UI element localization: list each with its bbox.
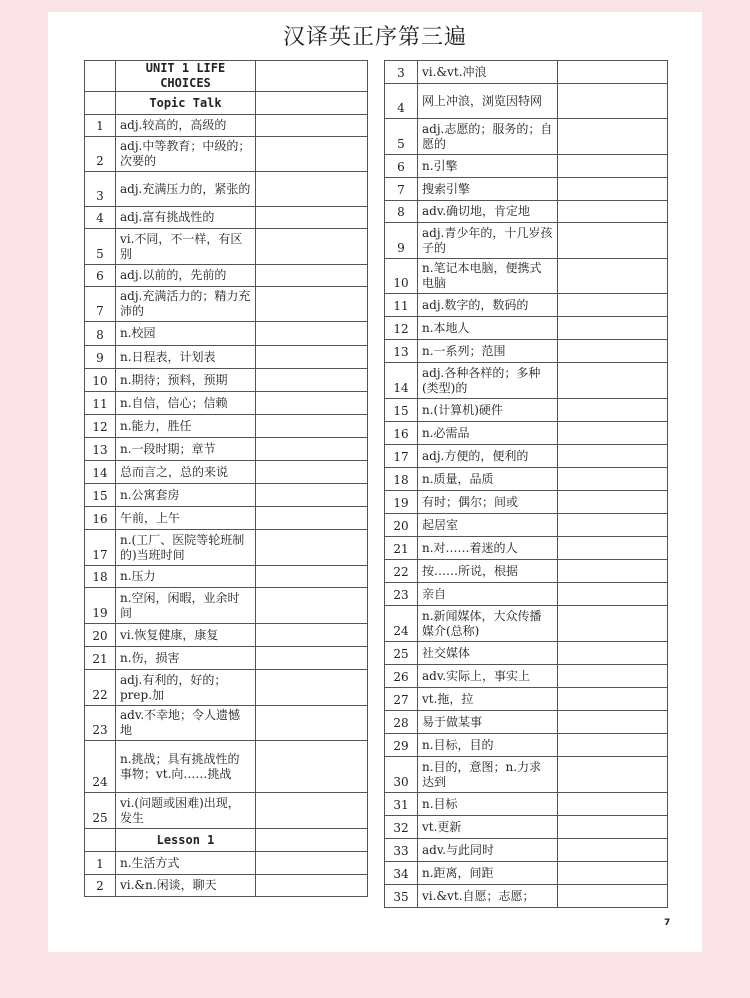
chinese-meaning: n.公寓套房: [116, 484, 256, 507]
chinese-meaning: vt.更新: [418, 816, 558, 839]
row-number: 17: [85, 530, 116, 566]
section-header-row: [85, 92, 368, 115]
row-number: 18: [385, 468, 418, 491]
section-header: UNIT 1 LIFE CHOICES: [116, 61, 256, 92]
row-number: 4: [385, 84, 418, 119]
answer-cell: [558, 468, 668, 491]
table-row: [385, 734, 668, 757]
row-number: 34: [385, 862, 418, 885]
table-row: [85, 438, 368, 461]
row-number: 20: [385, 514, 418, 537]
table-row: [385, 201, 668, 223]
chinese-meaning: 午前，上午: [116, 507, 256, 530]
table-row: [385, 665, 668, 688]
chinese-meaning: n.一系列；范围: [418, 340, 558, 363]
table-row: [385, 223, 668, 259]
chinese-meaning: n.伤，损害: [116, 647, 256, 670]
row-number: 21: [385, 537, 418, 560]
chinese-meaning: n.期待；预料，预期: [116, 369, 256, 392]
row-number: 13: [385, 340, 418, 363]
row-number: 25: [385, 642, 418, 665]
chinese-meaning: vi.&vt.自愿；志愿；: [418, 885, 558, 908]
answer-cell: [256, 507, 368, 530]
answer-cell: [256, 265, 368, 287]
row-number: 8: [85, 322, 116, 346]
table-row: [385, 642, 668, 665]
chinese-meaning: 易于做某事: [418, 711, 558, 734]
chinese-meaning: adj.以前的，先前的: [116, 265, 256, 287]
table-row: [385, 839, 668, 862]
row-number: 12: [385, 317, 418, 340]
table-row: [385, 363, 668, 399]
answer-cell: [256, 624, 368, 647]
table-row: [85, 137, 368, 172]
chinese-meaning: adj.较高的，高级的: [116, 115, 256, 137]
table-row: [385, 422, 668, 445]
answer-cell: [558, 422, 668, 445]
chinese-meaning: 网上冲浪，浏览因特网: [418, 84, 558, 119]
chinese-meaning: n.目标，目的: [418, 734, 558, 757]
row-number: 35: [385, 885, 418, 908]
table-row: [85, 706, 368, 741]
row-number: 1: [85, 852, 116, 875]
row-number: 32: [385, 816, 418, 839]
table-row: [385, 793, 668, 816]
table-row: [385, 399, 668, 422]
table-row: [85, 793, 368, 829]
chinese-meaning: adv.与此同时: [418, 839, 558, 862]
page-title: 汉译英正序第三遍: [282, 25, 467, 50]
chinese-meaning: adj.各种各样的；多种(类型)的: [418, 363, 558, 399]
chinese-meaning: n.一段时期；章节: [116, 438, 256, 461]
section-header: Topic Talk: [116, 92, 256, 115]
row-number: 6: [385, 155, 418, 178]
chinese-meaning: vi.&vt.冲浪: [418, 61, 558, 84]
row-number: 15: [385, 399, 418, 422]
answer-cell: [256, 172, 368, 207]
table-row: [85, 115, 368, 137]
chinese-meaning: n.目标: [418, 793, 558, 816]
answer-cell: [256, 741, 368, 793]
answer-cell: [256, 484, 368, 507]
answer-cell: [256, 829, 368, 852]
answer-cell: [558, 665, 668, 688]
answer-cell: [558, 294, 668, 317]
table-row: [385, 688, 668, 711]
answer-cell: [256, 392, 368, 415]
answer-cell: [558, 223, 668, 259]
answer-cell: [256, 588, 368, 624]
row-number: 2: [85, 137, 116, 172]
chinese-meaning: n.目的，意图；n.力求达到: [418, 757, 558, 793]
chinese-meaning: n.自信，信心；信赖: [116, 392, 256, 415]
row-number: 8: [385, 201, 418, 223]
answer-cell: [558, 259, 668, 294]
chinese-meaning: vi.&n.闲谈，聊天: [116, 875, 256, 897]
chinese-meaning: vi.(问题或困难)出现，发生: [116, 793, 256, 829]
chinese-meaning: n.引擎: [418, 155, 558, 178]
chinese-meaning: n.空闲，闲暇，业余时间: [116, 588, 256, 624]
answer-cell: [256, 207, 368, 229]
table-row: [385, 816, 668, 839]
row-number: 31: [385, 793, 418, 816]
answer-cell: [256, 287, 368, 322]
right-vocab-table: [384, 60, 668, 908]
table-row: [85, 207, 368, 229]
answer-cell: [256, 369, 368, 392]
table-row: [385, 537, 668, 560]
answer-cell: [256, 530, 368, 566]
answer-cell: [256, 92, 368, 115]
table-row: [85, 852, 368, 875]
table-row: [85, 875, 368, 897]
table-row: [385, 885, 668, 908]
section-header-row: [85, 61, 368, 92]
answer-cell: [256, 137, 368, 172]
answer-cell: [558, 583, 668, 606]
row-number: 11: [85, 392, 116, 415]
table-row: [85, 287, 368, 322]
chinese-meaning: n.本地人: [418, 317, 558, 340]
answer-cell: [256, 706, 368, 741]
chinese-meaning: vt.拖，拉: [418, 688, 558, 711]
row-number: 23: [385, 583, 418, 606]
table-row: [85, 588, 368, 624]
chinese-meaning: vi.不同，不一样，有区别: [116, 229, 256, 265]
answer-cell: [558, 885, 668, 908]
row-number: 11: [385, 294, 418, 317]
answer-cell: [256, 461, 368, 484]
chinese-meaning: adj.中等教育；中级的；次要的: [116, 137, 256, 172]
row-number: 19: [385, 491, 418, 514]
answer-cell: [256, 115, 368, 137]
answer-cell: [558, 399, 668, 422]
row-number: 1: [85, 115, 116, 137]
table-row: [385, 445, 668, 468]
row-number: 9: [385, 223, 418, 259]
chinese-meaning: n.校园: [116, 322, 256, 346]
table-row: [385, 606, 668, 642]
row-number: 16: [85, 507, 116, 530]
table-row: [385, 119, 668, 155]
answer-cell: [256, 346, 368, 369]
answer-cell: [558, 793, 668, 816]
table-row: [385, 317, 668, 340]
row-number: 23: [85, 706, 116, 741]
chinese-meaning: 亲自: [418, 583, 558, 606]
row-number: 13: [85, 438, 116, 461]
chinese-meaning: n.日程表，计划表: [116, 346, 256, 369]
answer-cell: [558, 61, 668, 84]
table-row: [85, 507, 368, 530]
chinese-meaning: 总而言之，总的来说: [116, 461, 256, 484]
row-number: 22: [385, 560, 418, 583]
row-number: 24: [85, 741, 116, 793]
table-row: [85, 461, 368, 484]
table-row: [385, 560, 668, 583]
chinese-meaning: n.挑战；具有挑战性的事物；vt.向……挑战: [116, 741, 256, 793]
row-number: 3: [385, 61, 418, 84]
answer-cell: [256, 415, 368, 438]
table-row: [385, 862, 668, 885]
table-row: [385, 468, 668, 491]
row-number: 28: [385, 711, 418, 734]
answer-cell: [558, 84, 668, 119]
answer-cell: [256, 229, 368, 265]
answer-cell: [558, 445, 668, 468]
table-row: [385, 757, 668, 793]
table-row: [85, 265, 368, 287]
table-row: [385, 61, 668, 84]
table-row: [85, 172, 368, 207]
table-row: [85, 624, 368, 647]
chinese-meaning: adj.充满活力的；精力充沛的: [116, 287, 256, 322]
answer-cell: [558, 340, 668, 363]
blank-cell: [85, 829, 116, 852]
answer-cell: [558, 537, 668, 560]
chinese-meaning: adv.确切地，肯定地: [418, 201, 558, 223]
answer-cell: [558, 119, 668, 155]
row-number: 7: [385, 178, 418, 201]
answer-cell: [256, 875, 368, 897]
row-number: 15: [85, 484, 116, 507]
row-number: 33: [385, 839, 418, 862]
row-number: 12: [85, 415, 116, 438]
chinese-meaning: n.压力: [116, 566, 256, 588]
chinese-meaning: adj.富有挑战性的: [116, 207, 256, 229]
section-header-row: [85, 829, 368, 852]
answer-cell: [558, 862, 668, 885]
answer-cell: [558, 606, 668, 642]
row-number: 10: [85, 369, 116, 392]
chinese-meaning: n.笔记本电脑，便携式电脑: [418, 259, 558, 294]
table-row: [385, 84, 668, 119]
table-row: [85, 741, 368, 793]
answer-cell: [256, 566, 368, 588]
table-row: [85, 392, 368, 415]
chinese-meaning: adj.充满压力的，紧张的: [116, 172, 256, 207]
row-number: 17: [385, 445, 418, 468]
answer-cell: [558, 642, 668, 665]
chinese-meaning: n.(工厂、医院等轮班制的)当班时间: [116, 530, 256, 566]
table-row: [385, 711, 668, 734]
table-row: [385, 294, 668, 317]
chinese-meaning: adv.实际上，事实上: [418, 665, 558, 688]
answer-cell: [256, 793, 368, 829]
row-number: 9: [85, 346, 116, 369]
chinese-meaning: n.能力，胜任: [116, 415, 256, 438]
table-row: [85, 530, 368, 566]
row-number: 10: [385, 259, 418, 294]
row-number: 5: [85, 229, 116, 265]
chinese-meaning: 有时；偶尔；间或: [418, 491, 558, 514]
section-header: Lesson 1: [116, 829, 256, 852]
chinese-meaning: vi.恢复健康，康复: [116, 624, 256, 647]
answer-cell: [256, 61, 368, 92]
chinese-meaning: n.必需品: [418, 422, 558, 445]
row-number: 20: [85, 624, 116, 647]
answer-cell: [558, 839, 668, 862]
row-number: 14: [85, 461, 116, 484]
row-number: 30: [385, 757, 418, 793]
table-row: [385, 178, 668, 201]
blank-cell: [85, 61, 116, 92]
table-row: [385, 259, 668, 294]
row-number: 4: [85, 207, 116, 229]
chinese-meaning: adj.青少年的，十几岁孩子的: [418, 223, 558, 259]
table-row: [85, 322, 368, 346]
answer-cell: [558, 178, 668, 201]
answer-cell: [558, 734, 668, 757]
answer-cell: [558, 363, 668, 399]
answer-cell: [558, 816, 668, 839]
chinese-meaning: adj.有利的，好的；prep.加: [116, 670, 256, 706]
row-number: 24: [385, 606, 418, 642]
answer-cell: [558, 155, 668, 178]
left-vocab-table: [84, 60, 368, 897]
answer-cell: [558, 201, 668, 223]
answer-cell: [256, 852, 368, 875]
row-number: 2: [85, 875, 116, 897]
answer-cell: [558, 514, 668, 537]
table-row: [85, 229, 368, 265]
chinese-meaning: n.质量，品质: [418, 468, 558, 491]
row-number: 21: [85, 647, 116, 670]
table-row: [85, 484, 368, 507]
chinese-meaning: n.新闻媒体，大众传播媒介(总称): [418, 606, 558, 642]
answer-cell: [256, 438, 368, 461]
answer-cell: [558, 688, 668, 711]
chinese-meaning: n.生活方式: [116, 852, 256, 875]
table-row: [385, 491, 668, 514]
table-row: [85, 346, 368, 369]
table-row: [385, 155, 668, 178]
row-number: 22: [85, 670, 116, 706]
row-number: 3: [85, 172, 116, 207]
table-row: [85, 670, 368, 706]
chinese-meaning: 社交媒体: [418, 642, 558, 665]
row-number: 26: [385, 665, 418, 688]
answer-cell: [558, 560, 668, 583]
chinese-meaning: 按……所说，根据: [418, 560, 558, 583]
table-row: [85, 369, 368, 392]
row-number: 16: [385, 422, 418, 445]
table-row: [85, 566, 368, 588]
row-number: 18: [85, 566, 116, 588]
row-number: 14: [385, 363, 418, 399]
row-number: 6: [85, 265, 116, 287]
page-number: 7: [664, 918, 671, 928]
chinese-meaning: 起居室: [418, 514, 558, 537]
chinese-meaning: adj.志愿的；服务的；自愿的: [418, 119, 558, 155]
blank-cell: [85, 92, 116, 115]
answer-cell: [558, 317, 668, 340]
table-row: [385, 340, 668, 363]
chinese-meaning: adj.方便的，便利的: [418, 445, 558, 468]
table-row: [85, 415, 368, 438]
chinese-meaning: n.对……着迷的人: [418, 537, 558, 560]
answer-cell: [256, 647, 368, 670]
row-number: 19: [85, 588, 116, 624]
answer-cell: [256, 322, 368, 346]
row-number: 5: [385, 119, 418, 155]
answer-cell: [558, 757, 668, 793]
row-number: 27: [385, 688, 418, 711]
chinese-meaning: n.距离，间距: [418, 862, 558, 885]
row-number: 29: [385, 734, 418, 757]
row-number: 25: [85, 793, 116, 829]
chinese-meaning: adj.数字的，数码的: [418, 294, 558, 317]
table-row: [385, 583, 668, 606]
row-number: 7: [85, 287, 116, 322]
chinese-meaning: adv.不幸地；令人遗憾地: [116, 706, 256, 741]
answer-cell: [558, 491, 668, 514]
answer-cell: [256, 670, 368, 706]
table-row: [85, 647, 368, 670]
chinese-meaning: n.(计算机)硬件: [418, 399, 558, 422]
chinese-meaning: 搜索引擎: [418, 178, 558, 201]
table-row: [385, 514, 668, 537]
answer-cell: [558, 711, 668, 734]
